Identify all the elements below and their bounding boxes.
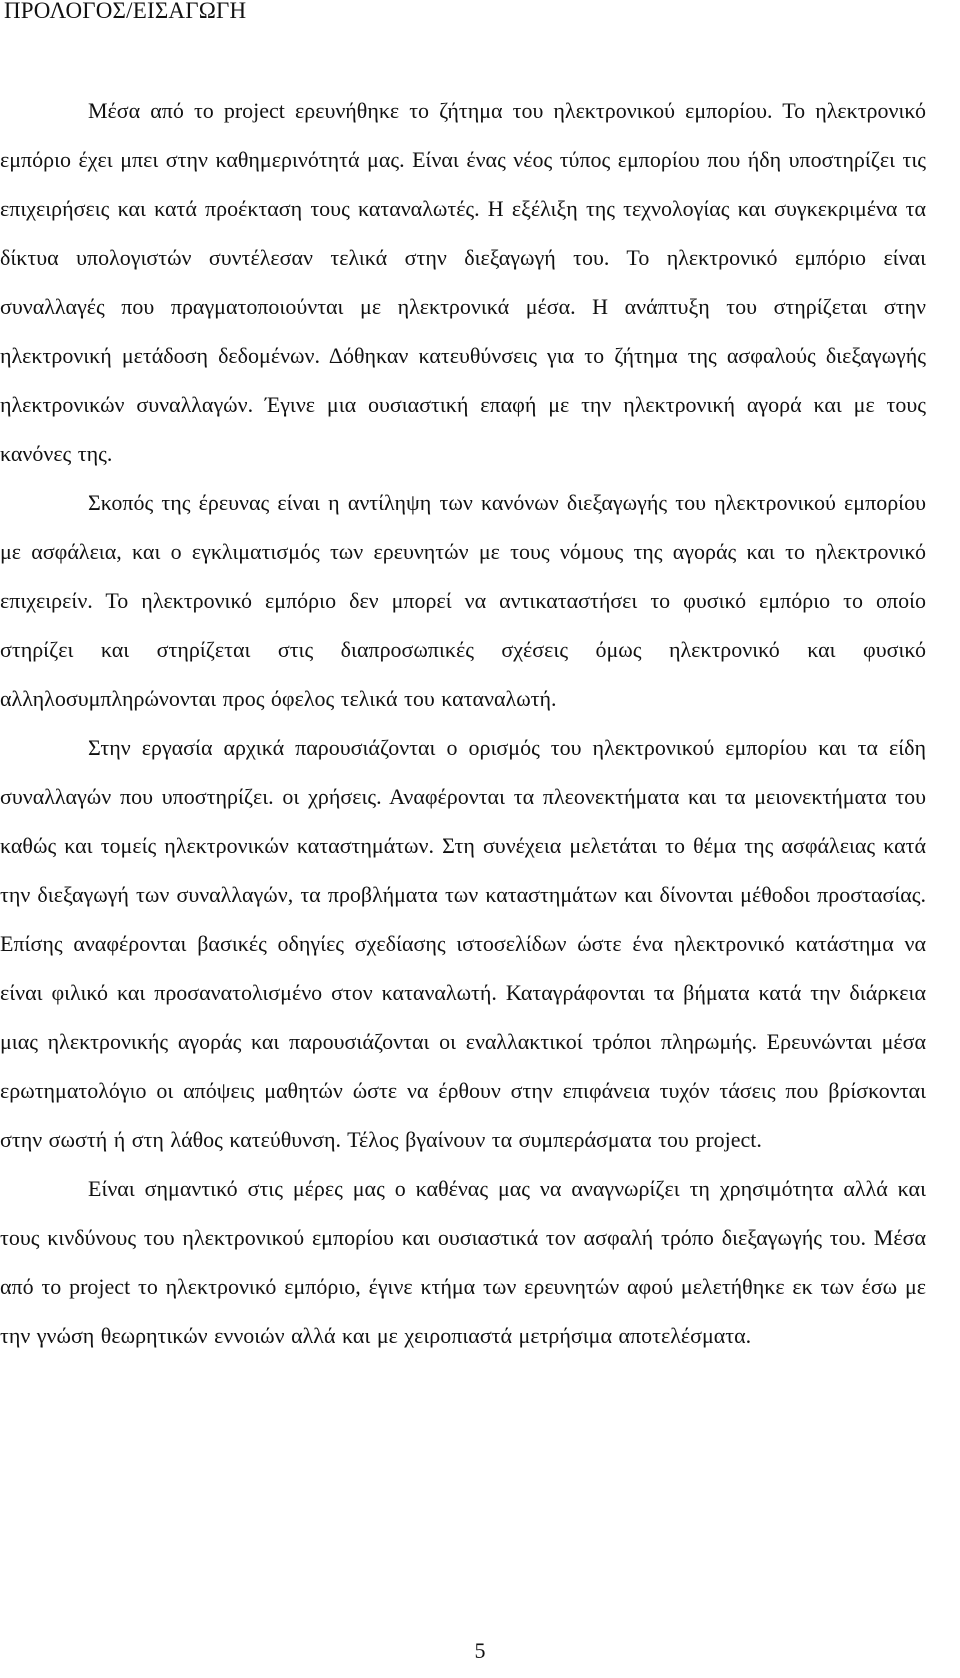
paragraph-4: Είναι σημαντικό στις μέρες μας ο καθένας μας να αναγνωρίζει τη χρησιμότητα αλλά και τους κινδύνους του ηλεκτρονικού εμπορίου και ουσιαστικά τον ασφαλή τρόπο διεξαγωγής του. Μέσα από το project το ηλεκτρονικό εμπόριο, έγινε κτήμα των ερευνητών αφού μελετήθηκε εκ των έσω με την γνώση θεωρητικών εννοιών αλλά και με χειροπιαστά μετρήσιμα αποτελέσματα. (0, 1176, 926, 1348)
page-number: 5 (474, 1638, 486, 1663)
body-text (0, 86, 926, 1360)
paragraph-1: Μέσα από το project ερευνήθηκε το ζήτημα του ηλεκτρονικού εμπορίου. Το ηλεκτρονικό εμπόριο έχει μπει στην καθημερινότητά μας. Είναι ένας νέος τύπος εμπορίου που ήδη υποστηρίζει τις επιχειρήσεις και κατά προέκταση τους καταναλωτές. Η εξέλιξη της τεχνολογίας και συγκεκριμένα τα δίκτυα υπολογιστών συντέλεσαν τελικά στην διεξαγωγή του. Το ηλεκτρονικό εμπόριο είναι συναλλαγές που πραγματοποιούνται με ηλεκτρονικά μέσα. Η ανάπτυξη του στηρίζεται στην ηλεκτρονική μετάδοση δεδομένων. Δόθηκαν κατευθύνσεις για το ζήτημα της ασφαλούς διεξαγωγής ηλεκτρονικών συναλλαγών. Έγινε μια ουσιαστική επαφή με την ηλεκτρονική αγορά και με τους κανόνες της. (0, 98, 926, 466)
paragraph-3: Στην εργασία αρχικά παρουσιάζονται ο ορισμός του ηλεκτρονικού εμπορίου και τα είδη συναλλαγών που υποστηρίζει. οι χρήσεις. Αναφέρονται τα πλεονεκτήματα και τα μειονεκτήματα του καθώς και τομείς ηλεκτρονικών καταστημάτων. Στη συνέχεια μελετάται το θέμα της ασφάλειας κατά την διεξαγωγή των συναλλαγών, τα προβλήματα των καταστημάτων και δίνονται μέθοδοι προστασίας. Επίσης αναφέρονται βασικές οδηγίες σχεδίασης ιστοσελίδων ώστε ένα ηλεκτρονικό κατάστημα να είναι φιλικό και προσανατολισμένο στον καταναλωτή. Καταγράφονται τα βήματα κατά την διάρκεια μιας ηλεκτρονικής αγοράς και παρουσιάζονται οι εναλλακτικοί τρόποι πληρωμής. Ερευνώνται μέσα ερωτηματολόγιο οι απόψεις μαθητών ώστε να έρθουν στην επιφάνεια τυχόν τάσεις που βρίσκονται στην σωστή ή στη λάθος κατεύθυνση. Τέλος βγαίνουν τα συμπεράσματα του project. (0, 735, 926, 1152)
paragraph-2: Σκοπός της έρευνας είναι η αντίληψη των κανόνων διεξαγωγής του ηλεκτρονικού εμπορίου με ασφάλεια, και ο εγκλιματισμός των ερευνητών με τους νόμους της αγοράς και το ηλεκτρονικό επιχειρείν. Το ηλεκτρονικό εμπόριο δεν μπορεί να αντικαταστήσει το φυσικό εμπόριο το οποίο στηρίζει και στηρίζεται στις διαπροσωπικές σχέσεις όμως ηλεκτρονικό και φυσικό αλληλοσυμπληρώνονται προς όφελος τελικά του καταναλωτή. (0, 490, 926, 711)
page-title: ΠΡΟΛΟΓΟΣ/ΕΙΣΑΓΩΓΗ (4, 0, 247, 23)
